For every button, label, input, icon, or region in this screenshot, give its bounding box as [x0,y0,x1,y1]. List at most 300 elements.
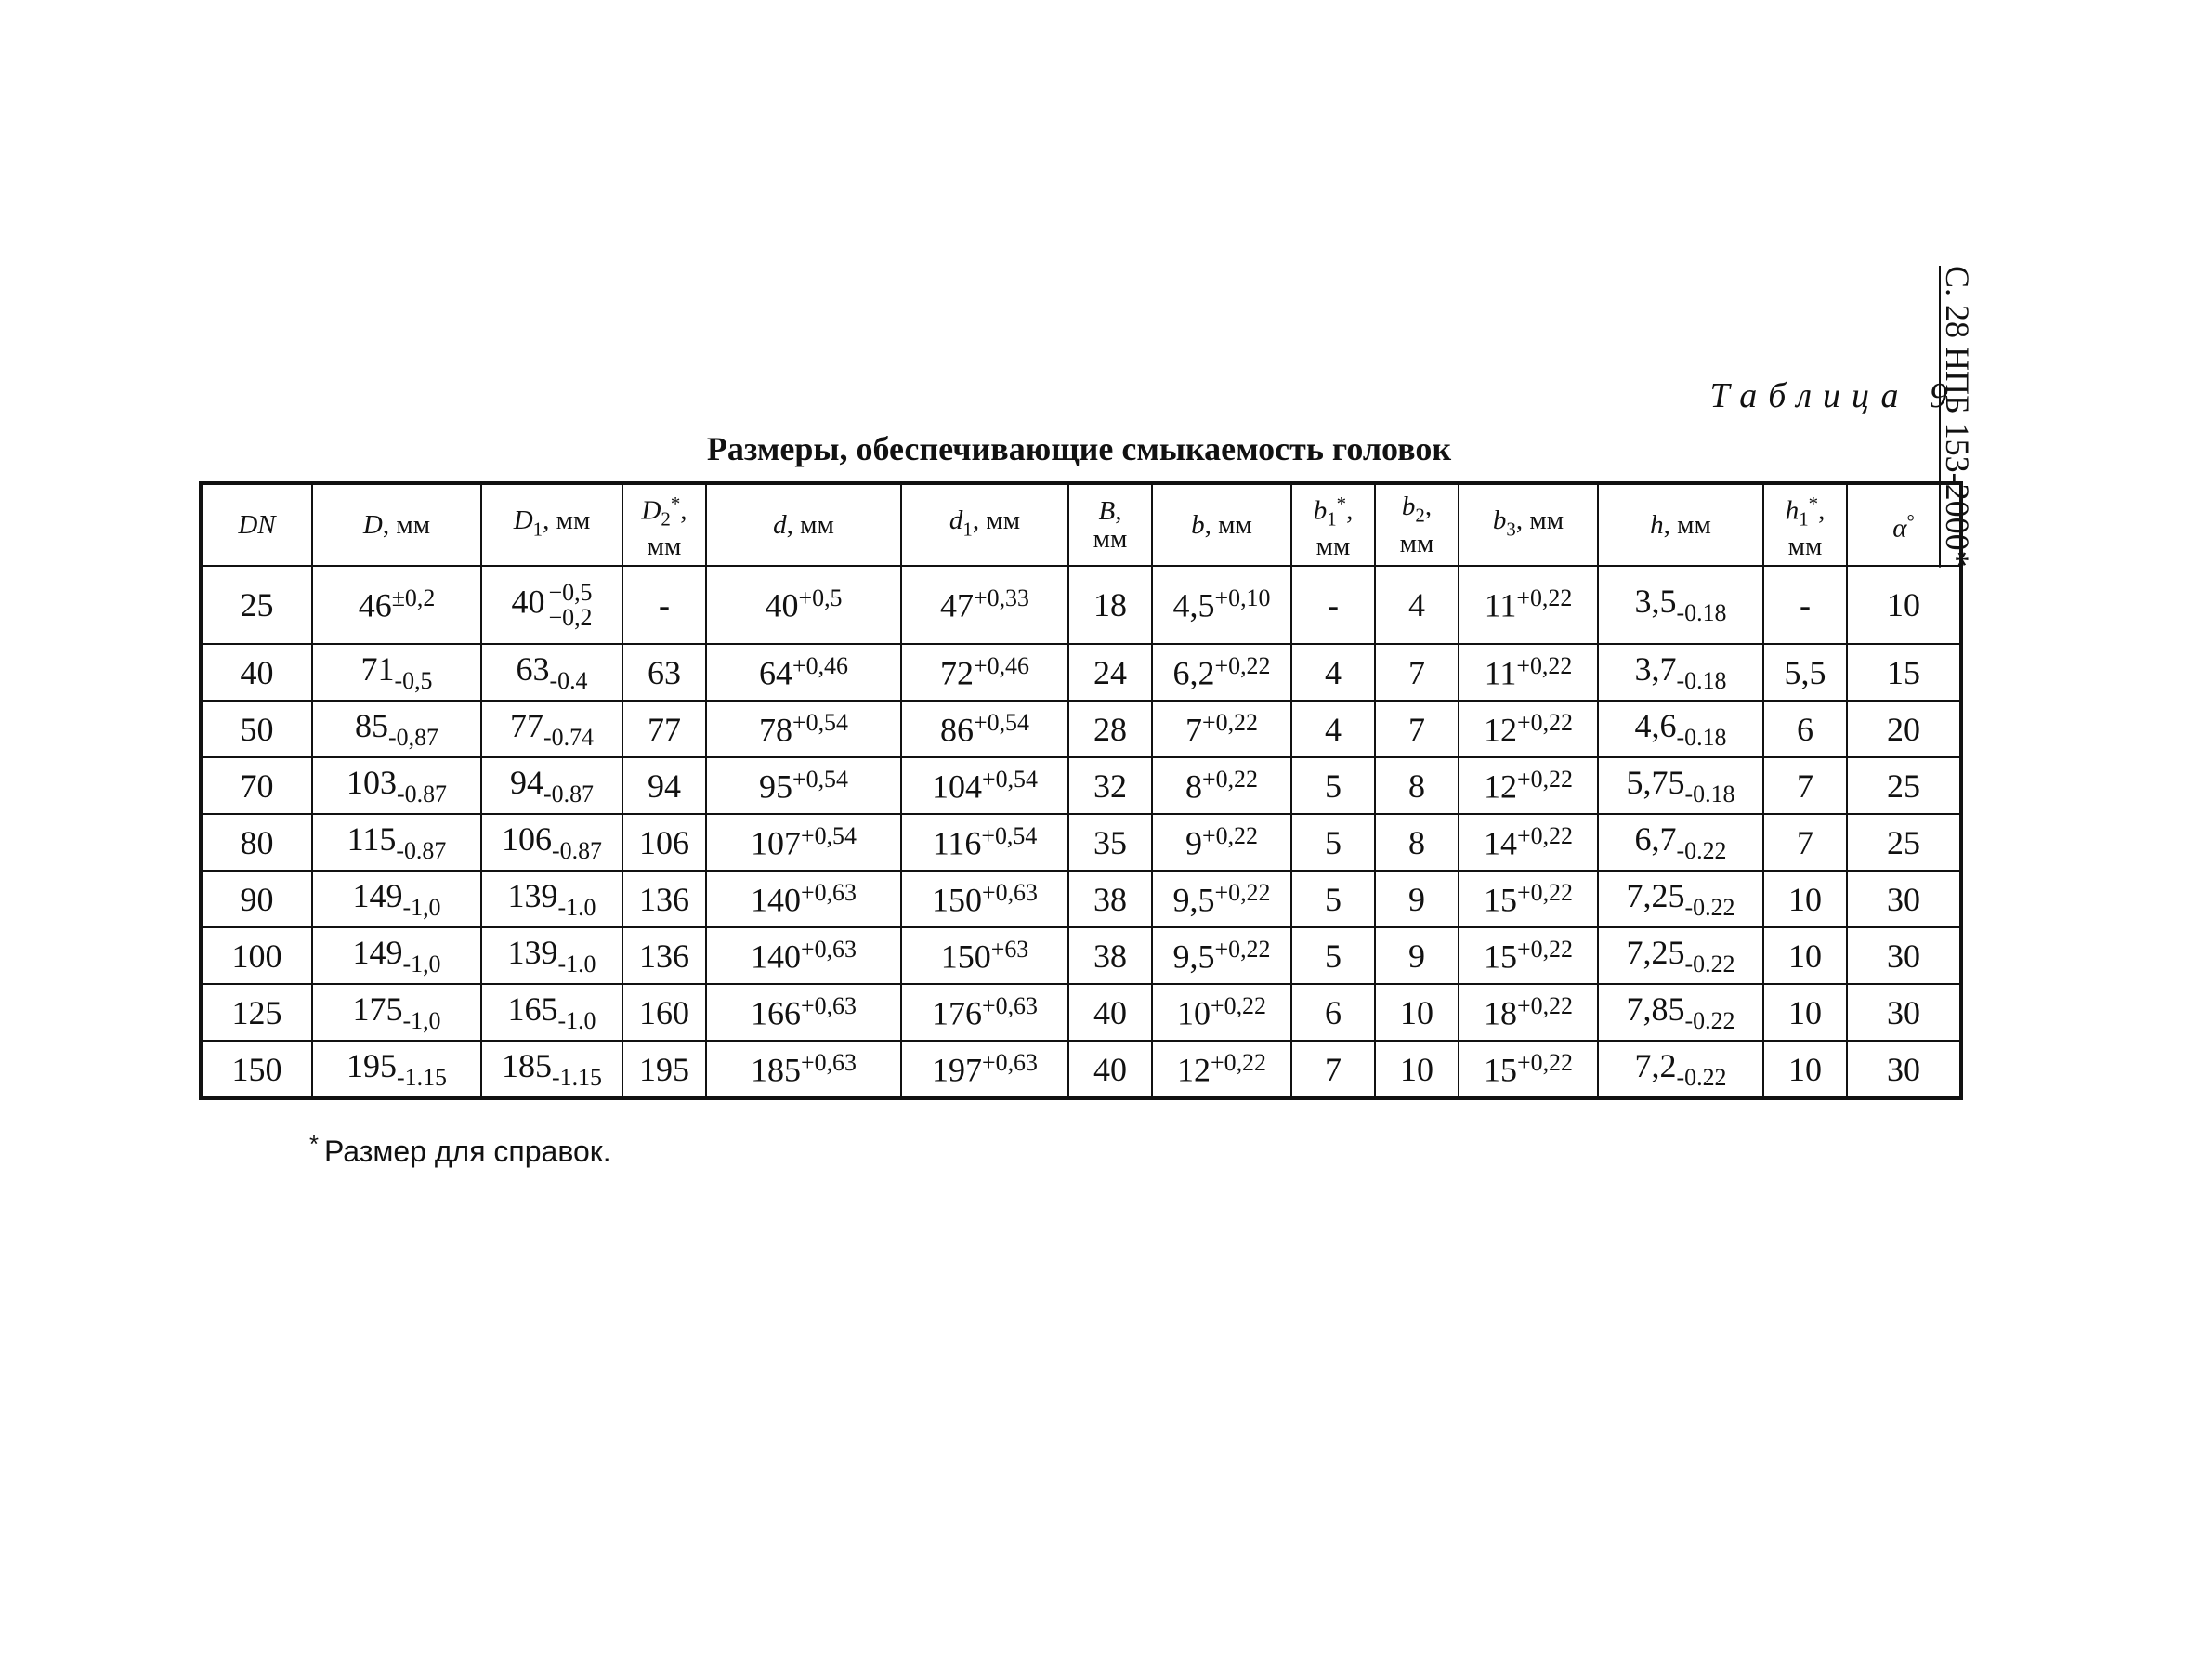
column-header [312,483,481,566]
cell-tolerance-upper: +0,63 [801,878,857,906]
cell-value: 150 [231,1050,282,1088]
column-unit: мм [1315,531,1351,562]
table-cell [1375,984,1459,1041]
cell-tolerance-lower: -0.22 [1676,1064,1727,1092]
cell-value: 149 [352,933,403,971]
column-symbol: h [1650,510,1664,540]
cell-value: 3,7 [1634,649,1677,688]
table-cell [1291,757,1375,814]
column-symbol: d [773,510,787,540]
cell-value: 6 [1797,710,1813,748]
cell-value: 10 [1788,1050,1822,1088]
cell-value: 7 [1797,823,1813,861]
table-cell [1152,1041,1291,1098]
table-cell [1847,1041,1961,1098]
cell-value: 8 [1408,767,1425,805]
cell-value: 72 [940,654,975,692]
table-cell [1375,814,1459,871]
table-cell [1763,1041,1847,1098]
cell-tolerance-upper: +0,54 [981,821,1038,849]
table-cell [622,566,706,644]
cell-value: 15 [1484,1051,1518,1089]
cell-tolerance-lower: -0.87 [552,837,602,865]
table-cell [1598,871,1763,927]
table-row [201,757,1961,814]
table-row [201,1041,1961,1098]
table-cell [1068,566,1152,644]
cell-value: 6 [1325,993,1342,1031]
table-cell [1763,701,1847,757]
cell-value: - [659,586,670,623]
table-row [201,566,1961,644]
table-cell [1459,644,1598,701]
table-cell [312,871,481,927]
table-cell [1763,871,1847,927]
table-cell [1375,566,1459,644]
cell-value: 115 [347,820,397,858]
table-cell [1847,984,1961,1041]
cell-tolerance-lower: -1.0 [557,951,596,978]
column-symbol: D [513,505,533,536]
cell-tolerance-lower: -0.18 [1676,667,1727,695]
column-unit: , мм [1515,505,1564,536]
table-cell [201,701,312,757]
table-cell [1847,566,1961,644]
cell-value: 195 [639,1050,689,1088]
cell-tolerance-upper: +0,63 [982,878,1038,906]
cell-value: 5 [1325,767,1342,805]
cell-value: 63 [648,653,681,691]
table-cell [1598,566,1763,644]
column-mark: ° [1906,510,1915,533]
cell-value: 30 [1887,880,1920,918]
cell-tolerance-lower: -0.22 [1676,837,1727,865]
table-cell [1847,644,1961,701]
column-header [1847,483,1961,566]
table-cell [312,644,481,701]
column-symbol: D [362,510,383,540]
cell-value: 5 [1325,937,1342,975]
cell-value: 90 [240,880,274,918]
table-cell [1068,757,1152,814]
table-cell [481,644,622,701]
column-symbol: D [641,495,661,526]
table-cell [1291,644,1375,701]
cell-tolerance-upper: +0,22 [1214,935,1271,963]
cell-value: 15 [1887,653,1920,691]
cell-tolerance-upper: +0,22 [1517,991,1573,1019]
table-cell [481,927,622,984]
column-header [1598,483,1763,566]
table-cell [312,814,481,871]
table-row [201,871,1961,927]
table-cell [1763,644,1847,701]
cell-value: 7,25 [1626,876,1685,914]
column-unit: , мм [382,510,431,540]
cell-value: 4 [1325,653,1342,691]
table-cell [1459,984,1598,1041]
cell-value: 40 [1093,993,1127,1031]
table-cell [1459,871,1598,927]
table-cell [481,1041,622,1098]
column-unit: , [1115,496,1122,526]
cell-value: 10 [1887,586,1920,623]
table-cell [1459,814,1598,871]
footnote [309,1132,611,1169]
cell-value: 18 [1484,994,1518,1032]
cell-tolerance-lower: -0.22 [1684,1007,1735,1035]
cell-value: 4,6 [1634,706,1677,744]
cell-value: 28 [1093,710,1127,748]
cell-value: 38 [1093,937,1127,975]
cell-tolerance-upper: +0,46 [792,651,848,679]
cell-deviation-upper: −0,5 [548,578,593,606]
table-cell [1152,566,1291,644]
running-head: С. 28 НПБ 153-2000* [1939,266,1976,568]
table-cell [706,871,901,927]
column-unit: мм [1787,531,1823,562]
cell-value: 5 [1325,823,1342,861]
table-cell [1152,984,1291,1041]
column-unit: , мм [1663,510,1711,540]
table-cell [1375,871,1459,927]
cell-value: 125 [231,993,282,1031]
cell-value: 185 [502,1046,553,1084]
cell-value: 40 [511,583,545,621]
column-unit: мм [1399,528,1434,558]
cell-tolerance-upper: +0,22 [1517,821,1573,849]
column-subscript: 1 [532,518,543,541]
table-cell [1068,644,1152,701]
column-mark: * [1336,492,1347,515]
cell-value: 197 [932,1051,983,1089]
cell-value: 35 [1093,823,1127,861]
cell-value: 10 [1788,993,1822,1031]
cell-tolerance-upper: +0,63 [801,1048,857,1076]
cell-tolerance-upper: +0,10 [1214,584,1271,612]
table-cell [1847,814,1961,871]
cell-value: 175 [352,990,403,1028]
cell-value: 10 [1177,994,1211,1032]
table-cell [1847,757,1961,814]
column-mark: * [1808,492,1819,515]
cell-value: 107 [751,824,802,862]
table-cell [1598,984,1763,1041]
cell-value: 10 [1788,937,1822,975]
cell-value: 30 [1887,937,1920,975]
cell-value: 160 [639,993,689,1031]
cell-value: 7,85 [1626,990,1685,1028]
table-cell [622,644,706,701]
column-symbol: h [1785,495,1800,526]
column-header [1763,483,1847,566]
cell-tolerance-upper: +0,5 [798,584,843,612]
table-cell [1375,701,1459,757]
cell-value: 71 [360,649,395,688]
cell-value: 9 [1408,880,1425,918]
cell-value: 106 [639,823,689,861]
cell-value: 136 [639,937,689,975]
cell-value: 9,5 [1172,938,1215,976]
cell-value: 6,7 [1634,820,1677,858]
cell-value: 12 [1177,1051,1211,1089]
column-subscript: 1 [962,518,973,541]
table-cell [901,871,1068,927]
cell-tolerance-upper: +0,54 [982,765,1038,793]
table-cell [1152,927,1291,984]
column-unit: , мм [543,505,591,536]
cell-value: 80 [240,823,274,861]
cell-value: 103 [347,763,398,801]
footnote-mark: * [309,1132,319,1158]
column-unit: , мм [786,510,834,540]
column-unit: , мм [972,505,1021,536]
table-cell [312,566,481,644]
table-cell [1598,814,1763,871]
cell-value: 78 [759,711,793,749]
cell-value: 185 [751,1051,802,1089]
cell-tolerance-upper: +0,54 [792,708,848,736]
cell-tolerance-upper: +0,33 [974,584,1029,612]
table-cell [1459,1041,1598,1098]
cell-value: 20 [1887,710,1920,748]
cell-value: 47 [940,586,975,624]
table-cell [1847,927,1961,984]
table-row [201,814,1961,871]
cell-value: 12 [1484,767,1518,806]
cell-tolerance-upper: +63 [990,935,1029,963]
table-cell [1375,644,1459,701]
cell-value: 150 [940,938,991,976]
cell-tolerance-lower: -1.0 [557,1007,596,1035]
table-cell [1291,927,1375,984]
column-header [1152,483,1291,566]
table-cell [622,701,706,757]
cell-tolerance-upper: +0,22 [1517,708,1573,736]
table-cell [622,757,706,814]
cell-tolerance-lower: -0.4 [549,667,588,695]
column-symbol: b [1191,510,1205,540]
table-cell [901,814,1068,871]
cell-value: 32 [1093,767,1127,805]
cell-value: 50 [240,710,274,748]
cell-tolerance-upper: +0,63 [801,991,857,1019]
table-cell [1459,701,1598,757]
column-unit: , мм [1204,510,1252,540]
cell-value: 40 [1093,1050,1127,1088]
cell-value: 100 [231,937,282,975]
cell-tolerance-lower: -0,5 [394,667,433,695]
table-title: Размеры, обеспечивающие смыкаемость головок [706,430,1452,467]
table-cell [201,757,312,814]
column-symbol: d [949,505,963,536]
cell-tolerance-upper: +0,22 [1517,1048,1573,1076]
cell-tolerance-lower: -0,87 [388,724,438,752]
cell-value: 63 [516,649,550,688]
column-unit: мм [1093,524,1128,554]
cell-tolerance-upper: +0,22 [1202,708,1258,736]
cell-value: 7,2 [1634,1046,1677,1084]
column-unit: мм [647,531,682,562]
cell-tolerance-lower: -1,0 [402,1007,441,1035]
cell-value: 140 [751,938,802,976]
table-cell [201,927,312,984]
table-cell [1152,814,1291,871]
cell-tolerance-lower: -1.15 [397,1064,447,1092]
cell-tolerance-lower: -1.0 [557,894,596,922]
cell-tolerance-upper: +0,63 [982,991,1038,1019]
table-cell [481,566,622,644]
column-header [1375,483,1459,566]
cell-tolerance-upper: +0,22 [1211,991,1266,1019]
table-label: Таблица 9 [1709,376,1958,415]
cell-value: 8 [1185,767,1203,806]
cell-value: 86 [940,711,975,749]
column-header [622,483,706,566]
cell-value: 149 [352,876,403,914]
column-header [706,483,901,566]
table-cell [1291,814,1375,871]
cell-value: 30 [1887,1050,1920,1088]
table-cell [1068,814,1152,871]
cell-tolerance-lower: -0.22 [1684,951,1735,978]
cell-value: 195 [347,1046,398,1084]
table-cell [622,814,706,871]
table-cell [622,927,706,984]
table-cell [1152,701,1291,757]
cell-tolerance-lower: -1,0 [402,951,441,978]
cell-value: 85 [355,706,389,744]
cell-value: 11 [1484,654,1517,692]
cell-tolerance-lower: -0.87 [396,837,447,865]
cell-value: 12 [1484,711,1518,749]
cell-value: 46 [358,586,392,624]
column-symbol: α [1892,513,1907,544]
cell-value: 40 [765,586,799,624]
table-cell [706,1041,901,1098]
table-cell [706,644,901,701]
cell-value: 104 [932,767,983,806]
table-cell [481,871,622,927]
table-cell [1598,644,1763,701]
cell-value: 77 [510,706,544,744]
table-cell [1375,757,1459,814]
cell-tolerance-upper: +0,54 [974,708,1029,736]
cell-tolerance-upper: +0,22 [1214,651,1271,679]
table-cell [201,566,312,644]
table-cell [901,566,1068,644]
cell-value: 7 [1185,711,1203,749]
column-subscript: 3 [1506,518,1516,541]
cell-value: 7 [1325,1050,1342,1088]
cell-tolerance-lower: -1,0 [402,894,441,922]
cell-value: 15 [1484,881,1518,919]
cell-value: 70 [240,767,274,805]
table-cell [481,984,622,1041]
cell-value: 10 [1400,1050,1433,1088]
table-cell [901,927,1068,984]
cell-value: 11 [1484,586,1517,624]
table-cell [201,644,312,701]
table-cell [481,757,622,814]
cell-tolerance-lower: -0.22 [1684,894,1735,922]
column-header [901,483,1068,566]
cell-tolerance-upper: +0,63 [801,935,857,963]
cell-value: 176 [932,994,983,1032]
cell-value: 7 [1408,653,1425,691]
table-row [201,927,1961,984]
cell-tolerance-upper: +0,22 [1517,765,1573,793]
cell-tolerance-upper: +0,22 [1517,878,1573,906]
cell-value: 4,5 [1172,586,1215,624]
table-cell [1598,757,1763,814]
cell-tolerance-upper: +0,22 [1214,878,1271,906]
table-cell [481,814,622,871]
cell-value: 38 [1093,880,1127,918]
cell-tolerance-upper: +0,22 [1202,765,1258,793]
table-cell [201,984,312,1041]
table-cell [1068,871,1152,927]
table-cell [1291,871,1375,927]
column-subscript: 2 [661,507,671,531]
cell-tolerance-lower: -0.18 [1676,724,1727,752]
column-subscript: 2 [1415,504,1425,527]
table-cell [1763,927,1847,984]
cell-tolerance-upper: +0,22 [1516,584,1573,612]
cell-value: 30 [1887,993,1920,1031]
cell-tolerance-upper: +0,63 [982,1048,1038,1076]
cell-tolerance-upper: +0,54 [801,821,857,849]
cell-value: 18 [1093,586,1127,623]
cell-value: 4 [1408,586,1425,623]
cell-tolerance-upper: +0,22 [1202,821,1258,849]
table-body [201,566,1961,1098]
table-cell [1763,814,1847,871]
table-cell [1068,1041,1152,1098]
cell-tolerance-upper: +0,46 [974,651,1029,679]
cell-tolerance-lower: -1.15 [552,1064,602,1092]
cell-tolerance-upper: +0,22 [1211,1048,1266,1076]
table-cell [1598,701,1763,757]
cell-value: 14 [1484,824,1518,862]
cell-deviation [549,580,593,630]
table-cell [901,1041,1068,1098]
cell-value: 25 [240,586,274,623]
cell-tolerance-lower: -0.74 [543,724,594,752]
dimensions-table [199,481,1963,1100]
table-cell [901,644,1068,701]
column-subscript: 1 [1799,507,1809,531]
cell-value: 95 [759,767,793,806]
cell-value: 15 [1484,938,1518,976]
cell-value: 7 [1797,767,1813,805]
table-cell [312,984,481,1041]
table-row [201,644,1961,701]
cell-value: 25 [1887,823,1920,861]
cell-value: 166 [751,994,802,1032]
table-cell [1068,701,1152,757]
cell-value: 140 [751,881,802,919]
table-header-row [201,483,1961,566]
column-header [1291,483,1375,566]
column-symbol: b [1401,492,1416,522]
column-unit: , [1818,495,1826,526]
table-cell [901,984,1068,1041]
cell-value: 7,25 [1626,933,1685,971]
cell-value: 165 [507,990,558,1028]
cell-value: 4 [1325,710,1342,748]
cell-value: 150 [932,881,983,919]
